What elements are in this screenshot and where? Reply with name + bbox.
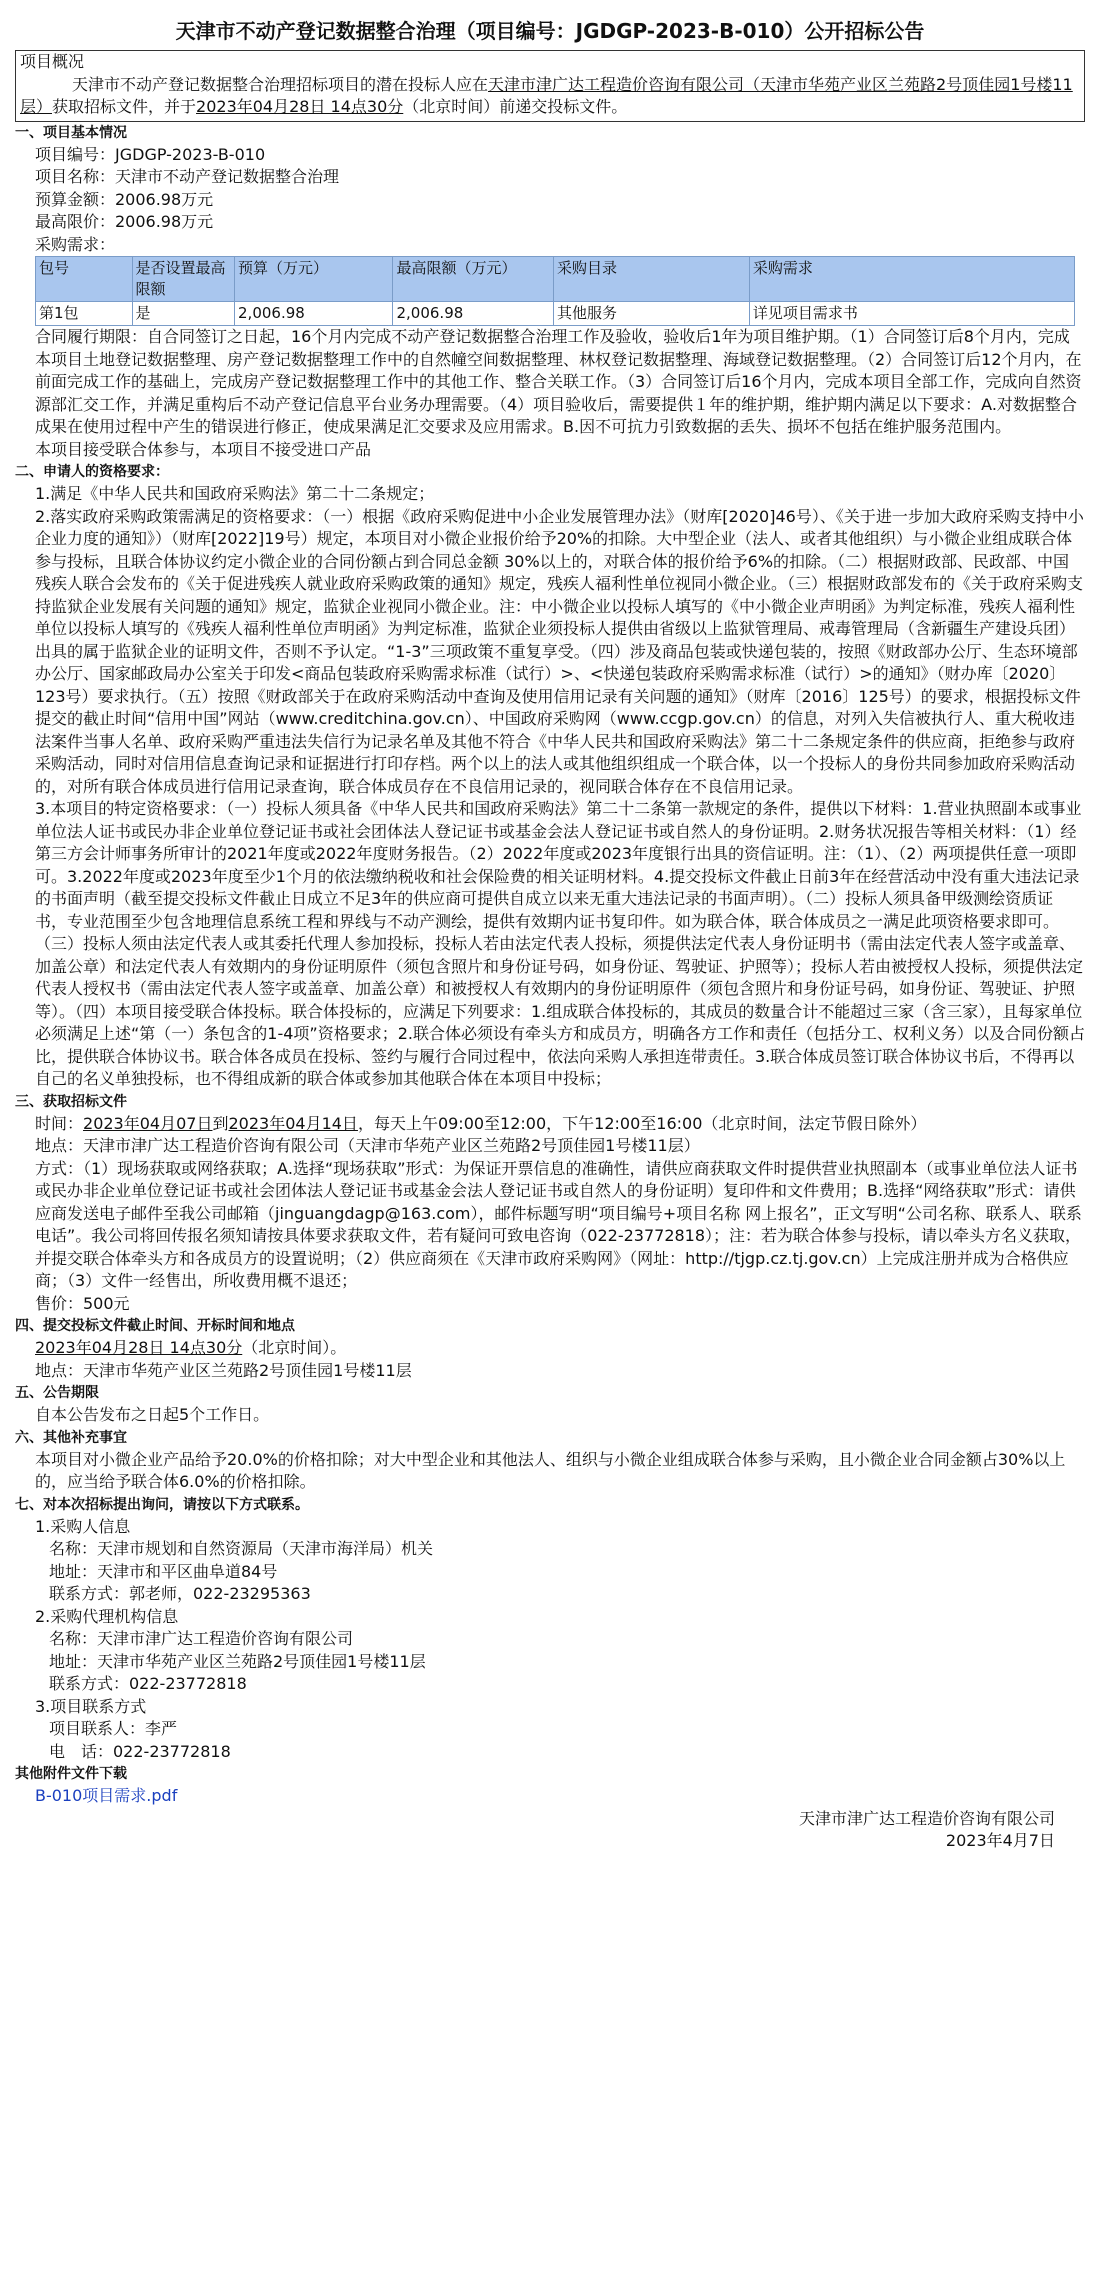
acquire-start: 2023年04月07日: [83, 1113, 213, 1133]
attachment-link[interactable]: B-010项目需求.pdf: [35, 1786, 178, 1805]
section-6-body: [15, 1449, 1085, 1494]
table-header-row: [36, 257, 1075, 302]
project-name: 项目名称：天津市不动产登记数据整合治理: [35, 167, 340, 186]
section-7-heading: 七、对本次招标提出询问，请按以下方式联系。: [15, 1496, 309, 1513]
section-5-heading: 五、公告期限: [15, 1385, 99, 1401]
table-header-cell: 预算（万元）: [235, 257, 393, 302]
overview-agency: 天津市津广达工程造价咨询有限公司（天津市华苑产业区兰苑路2号顶佳园1号楼11层）: [20, 74, 1073, 116]
section-1-heading: 一、项目基本情况: [15, 124, 127, 141]
page-title: 天津市不动产登记数据整合治理（项目编号：JGDGP-2023-B-010）公开招标公告: [175, 19, 925, 43]
signature-company: 天津市津广达工程造价咨询有限公司: [798, 1808, 1055, 1828]
project-code: 项目编号：JGDGP-2023-B-010: [35, 144, 266, 164]
section-2-body: [15, 483, 1085, 1091]
qualification-3: 3.本项目的特定资格要求：（一）投标人须具备《中华人民共和国政府采购法》第二十二条第一款规定的条件，提供以下材料：1.营业执照副本或事业单位法人证书或民办非企业单位登记证书或社会团体法人登记证书或基金会法人登记证书或自然人的身份证明。2.财务状况报告等相关材料：（1）经第三方会计师事务所审计的2021年度或2022年度财务报告。（2）2022年度或2023年度银行出具的资信证明。注：（1）、（2）两项提供任意一项即可。3.2022年度或2023年度至少1个月的依法缴纳税收和社会保险费的相关证明材料。4.提交投标文件截止日前3年在经营活动中没有重大违法记录的书面声明（截至提交投标文件截止日成立不足3年的供应商可提供自成立以来无重大违法记录的书面声明）。（二）投标人须具备甲级测绘资质证书，专业范围至少包含地理信息系统工程和界线与不动产测绘，提供有效期内证书复印件。如为联合体，联合体成员之一满足此项资格要求即可。（三）投标人须由法定代表人或其委托代理人参加投标，投标人若由法定代表人投标，须提供法定代表人身份证明书（需由法定代表人签字或盖章、加盖公章）和法定代表人有效期内的身份证明原件（须包含照片和身份证号码，如身份证、驾驶证、护照等）；投标人若由被授权人投标，须提供法定代表人授权书（需由法定代表人签字或盖章、加盖公章）和被授权人有效期内的身份证明原件（须包含照片和身份证号码，如身份证、驾驶证、护照等）。（四）本项目接受联合体投标。联合体投标的，应满足下列要求：1.组成联合体投标的，其成员的数量合计不能超过三家（含三家），且每家单位必须满足上述“第（一）条包含的1-4项”资格要求；2.联合体必须设有牵头方和成员方，明确各方工作和责任（包括分工、权利义务）以及合同份额占比，提供联合体协议书。联合体各成员在投标、签约与履行合同过程中，依法向采购人承担连带责任。3.联合体成员签订联合体协议书后，不得再以自己的名义单独投标，也不得组成新的联合体或参加其他联合体在本项目中投标；: [35, 799, 1085, 1088]
purchaser-address: 地址：天津市和平区曲阜道84号: [49, 1561, 278, 1581]
section-3-body: [15, 1113, 1085, 1316]
overview-deadline: 2023年04月28日 14点30分: [196, 97, 404, 116]
section-3-heading: 三、获取招标文件: [15, 1093, 127, 1110]
table-cell: 2,006.98: [235, 302, 393, 326]
section-4-body: [15, 1337, 1085, 1382]
agent-title: 2.采购代理机构信息: [35, 1606, 179, 1626]
deadline-time-value: 2023年04月28日 14点30分: [35, 1338, 243, 1357]
section-6-heading: 六、其他补充事宜: [15, 1429, 127, 1446]
table-header-cell: 是否设置最高限额: [132, 257, 234, 302]
deadline-place: 地点：天津市华苑产业区兰苑路2号顶佳园1号楼11层: [35, 1360, 412, 1380]
table-cell: 其他服务: [553, 302, 749, 326]
attachments-body: [15, 1785, 1085, 1808]
overview-label: 项目概况: [20, 52, 85, 71]
requirements-table: [35, 256, 1075, 326]
overview-box: [15, 50, 1085, 122]
section-4-heading: 四、提交投标文件截止时间、开标时间和地点: [15, 1318, 295, 1334]
overview-text: [20, 74, 1080, 119]
section-5-body: [15, 1404, 1085, 1427]
acquire-place: 地点：天津市津广达工程造价咨询有限公司（天津市华苑产业区兰苑路2号顶佳园1号楼11层）: [35, 1136, 700, 1155]
project-contact-person: 项目联系人：李严: [49, 1719, 178, 1738]
attachments-heading: 其他附件文件下载: [15, 1766, 127, 1782]
notice-period: 自本公告发布之日起5个工作日。: [35, 1405, 270, 1424]
purchaser-name: 名称：天津市规划和自然资源局（天津市海洋局）机关: [49, 1539, 434, 1558]
project-contact-phone: 电 话：022-23772818: [49, 1741, 231, 1761]
supplement-text: 本项目对小微企业产品给予20.0%的价格扣除；对大中型企业和其他法人、组织与小微企业组成联合体参与采购，且小微企业合同金额占30%以上的，应当给予联合体6.0%的价格扣除。: [35, 1449, 1066, 1491]
table-cell: 是: [132, 302, 234, 326]
acquire-hours: ，每天上午09:00至12:00，下午12:00至16:00（北京时间，法定节假日除外）: [357, 1113, 927, 1133]
deadline-time: [35, 1337, 1085, 1360]
table-cell: 2,006.98: [393, 302, 553, 326]
section-7-body: [15, 1516, 1085, 1764]
overview-text-c: 获取招标文件，并于: [52, 97, 197, 116]
acquire-price: 售价：500元: [35, 1293, 130, 1313]
overview-text-e: （北京时间）前递交投标文件。: [403, 97, 628, 116]
agent-contact: 联系方式：022-23772818: [49, 1674, 247, 1693]
deadline-time-note: （北京时间）。: [242, 1338, 347, 1357]
consortium-note: 本项目接受联合体参与，本项目不接受进口产品: [35, 439, 372, 459]
project-need-label: 采购需求：: [35, 234, 116, 254]
signature-block: [15, 1808, 1085, 1852]
acquire-method: 方式：（1）现场获取或网络获取；A.选择“现场获取”形式：为保证开票信息的准确性，请供应商获取文件时提供营业执照副本（或事业单位法人证书或民办非企业单位登记证书或社会团体法人登记证书或基金会法人登记证书或自然人的身份证明）复印件和文件费用；B.选择“网络获取”形式：请供应商发送电子邮件至我公司邮箱（jinguangdagp@163.com），邮件标题写明“项目编号+项目名称 网上报名”，正文写明“公司名称、联系人、联系电话”。我公司将回传报名须知请按具体要求获取文件，若有疑问可致电咨询（022-23772818）；注：若为联合体参与投标，请以牵头方名义获取，并提交联合体牵头方和各成员方的设置说明；（2）供应商须在《天津市政府采购网》（网址：http://tjgp.cz.tj.gov.cn）上完成注册并成为合格供应商；（3）文件一经售出，所收费用概不退还；: [35, 1158, 1082, 1290]
agent-name: 名称：天津市津广达工程造价咨询有限公司: [49, 1629, 354, 1648]
table-row: [36, 302, 1075, 326]
overview-text-a: 天津市不动产登记数据整合治理招标项目的潜在投标人应在: [72, 74, 489, 94]
signature-date: 2023年4月7日: [945, 1830, 1055, 1850]
project-contact-title: 3.项目联系方式: [35, 1696, 147, 1716]
section-1-body: [15, 144, 1085, 327]
table-header-cell: 采购需求: [749, 257, 1074, 302]
acquire-end: 2023年04月14日: [228, 1113, 358, 1133]
qualification-2: 2.落实政府采购政策需满足的资格要求：（一）根据《政府采购促进中小企业发展管理办法》（财库[2020]46号）、《关于进一步加大政府采购支持中小企业力度的通知》）（财库[2022]19号）规定，本项目对小微企业报价给予20%的扣除。大中型企业（法人、或者其他组织）与小微企业组成联合体参与投标，且联合体协议约定小微企业的合同份额占到合同总金额 30%以上的，对联合体的报价给予6%的扣除。（二）根据财政部、民政部、中国残疾人联合会发布的《关于促进残疾人就业政府采购政策的通知》规定，残疾人福利性单位视同小微企业。（三）根据财政部发布的《关于政府采购支持监狱企业发展有关问题的通知》规定，监狱企业视同小微企业。注：中小微企业以投标人填写的《中小微企业声明函》为判定标准，残疾人福利性单位以投标人填写的《残疾人福利性单位声明函》为判定标准，监狱企业须投标人提供由省级以上监狱管理局、戒毒管理局（含新疆生产建设兵团）出具的属于监狱企业的证明文件，否则不予认定。“1-3”三项政策不重复享受。（四）涉及商品包装或快递包装的，按照《财政部办公厅、生态环境部办公厅、国家邮政局办公室关于印发<商品包装政府采购需求标准（试行）>、<快递包装政府采购需求标准（试行）>的通知》（财办库〔2020〕123号）要求执行。（五）按照《财政部关于在政府采购活动中查询及使用信用记录有关问题的通知》（财库〔2016〕125号）的要求，根据投标文件提交的截止时间“信用中国”网站（www.creditchina.gov.cn）、中国政府采购网（www.ccgp.gov.cn）的信息，对列入失信被执行人、重大税收违法案件当事人名单、政府采购严重违法失信行为记录名单及其他不符合《中华人民共和国政府采购法》第二十二条规定条件的供应商，拒绝参与政府采购活动，同时对信用信息查询记录和证据进行打印存档。两个以上的法人或其他组织组成一个联合体，以一个投标人的身份共同参加政府采购活动的，对所有联合体成员进行信用记录查询，联合体成员存在不良信用记录的，视同联合体存在不良信用记录。: [35, 506, 1084, 796]
project-budget: 预算金额：2006.98万元: [35, 189, 214, 209]
purchaser-contact: 联系方式：郭老师，022-23295363: [49, 1584, 311, 1603]
table-header-cell: 包号: [36, 257, 133, 302]
acquire-time-label: 时间：: [35, 1113, 84, 1133]
table-header-cell: 采购目录: [553, 257, 749, 302]
agent-address: 地址：天津市华苑产业区兰苑路2号顶佳园1号楼11层: [49, 1651, 426, 1671]
table-cell: 详见项目需求书: [749, 302, 1074, 326]
announcement-page: [15, 16, 1085, 1852]
qualification-1: 1.满足《中华人民共和国政府采购法》第二十二条规定；: [35, 484, 435, 503]
purchaser-title: 1.采购人信息: [35, 1516, 131, 1536]
table-header-cell: 最高限额（万元）: [393, 257, 553, 302]
contract-period: 合同履行期限：自合同签订之日起，16个月内完成不动产登记数据整合治理工作及验收，验收后1年为项目维护期。（1）合同签订后8个月内，完成本项目土地登记数据整理、房产登记数据整理工作中的自然幢空间数据整理、林权登记数据整理、海域登记数据整理。（2）合同签订后12个月内，在前面完成工作的基础上，完成房产登记数据整理工作中的其他工作、整合关联工作。（3）合同签订后16个月内，完成本项目全部工作，完成向自然资源部汇交工作，并满足重构后不动产登记信息平台业务办理需要。（4）项目验收后，需要提供１年的维护期，维护期内满足以下要求：A.对数据整合成果在使用过程中产生的错误进行修正，使成果满足汇交要求及应用需求。B.因不可抗力引致数据的丢失、损坏不包括在维护服务范围内。: [35, 327, 1082, 436]
acquire-time: [35, 1113, 1085, 1136]
project-limit: 最高限价：2006.98万元: [35, 212, 214, 231]
section-2-heading: 二、申请人的资格要求：: [15, 464, 169, 480]
acquire-to: 到: [212, 1113, 229, 1133]
table-cell: 第1包: [36, 302, 133, 326]
